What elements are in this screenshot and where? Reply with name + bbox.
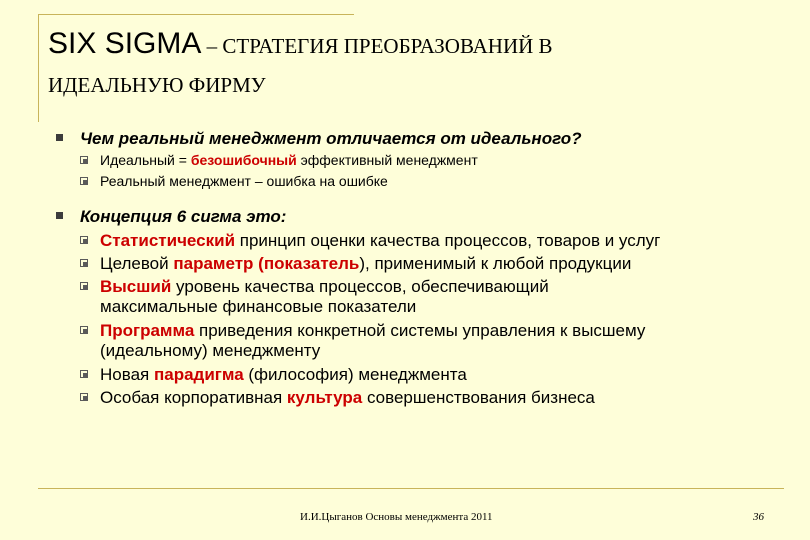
title-strategy: – СТРАТЕГИЯ ПРЕОБРАЗОВАНИЙ В (201, 34, 553, 58)
footer-text: И.И.Цыганов Основы менеджмента 2011 (300, 511, 493, 523)
checkbox-bullet-icon (80, 177, 88, 185)
page-number: 36 (753, 511, 764, 523)
square-bullet-icon (56, 212, 63, 219)
checkbox-bullet-icon (80, 370, 88, 378)
checkbox-bullet-icon (80, 282, 88, 290)
slide-title (48, 26, 788, 100)
title-six-sigma: SIX SIGMA (48, 27, 202, 60)
checkbox-bullet-icon (80, 393, 88, 401)
footer-rule (38, 488, 784, 489)
checkbox-bullet-icon (80, 326, 88, 334)
checkbox-bullet-icon (80, 156, 88, 164)
title-left-rule (38, 14, 39, 122)
checkbox-bullet-icon (80, 259, 88, 267)
square-bullet-icon (56, 134, 63, 141)
checkbox-bullet-icon (80, 236, 88, 244)
title-line2: ИДЕАЛЬНУЮ ФИРМУ (48, 73, 266, 97)
title-top-rule (38, 14, 354, 15)
